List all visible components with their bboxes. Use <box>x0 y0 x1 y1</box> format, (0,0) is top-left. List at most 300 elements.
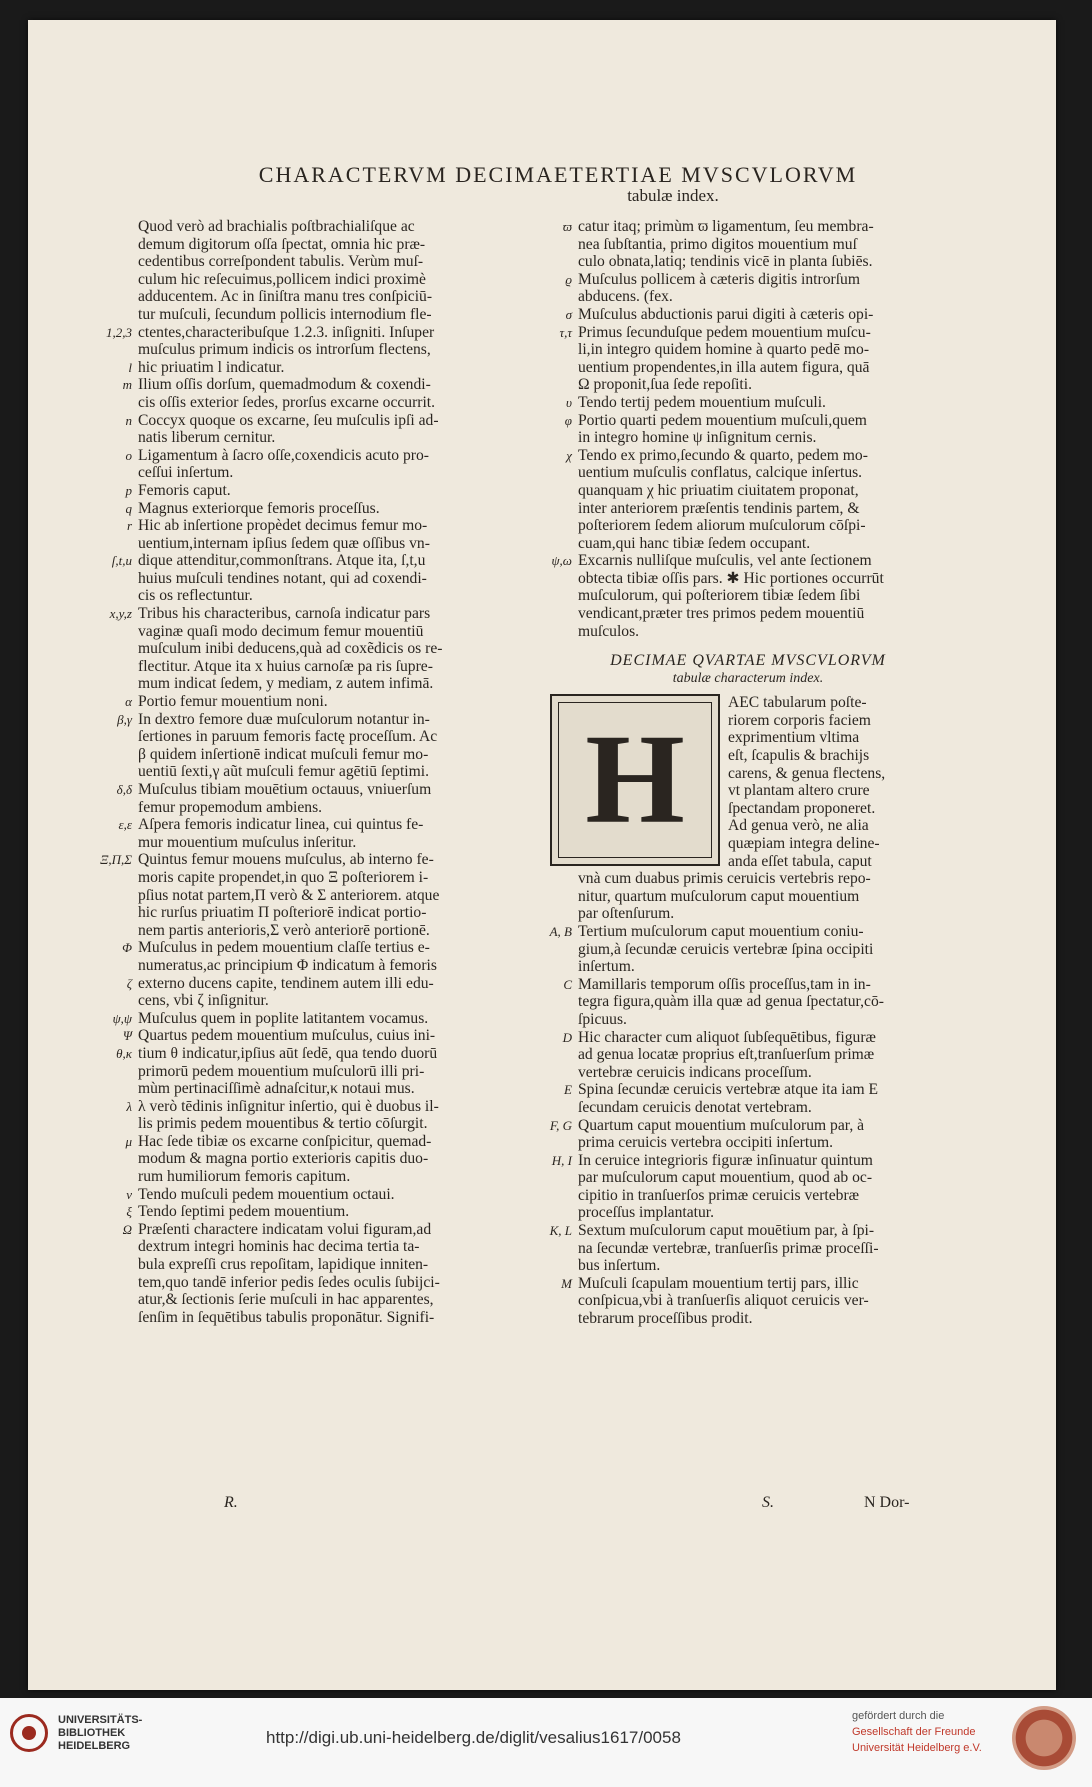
sponsor-label: gefördert durch die <box>852 1710 945 1722</box>
figure-marker <box>538 1240 578 1258</box>
text-line <box>538 1275 958 1293</box>
line-text: Femoris caput. <box>138 481 231 499</box>
figure-marker: ϱ <box>565 271 572 287</box>
line-text: numeratus,ac principium Φ indicatum à femoris <box>138 956 437 974</box>
line-text: cis oſſis exterior ſedes, prorſus excarne occurrit. <box>138 393 436 411</box>
line-text: tebrarum proceſſibus prodit. <box>578 1310 753 1328</box>
text-line <box>86 1063 518 1081</box>
text-line <box>86 587 518 605</box>
line-text: cipitio in tranſuerſos primæ ceruicis vertebræ <box>578 1186 860 1204</box>
figure-marker: 1,2,3 <box>106 324 132 340</box>
figure-marker: ψ,ω <box>551 553 572 569</box>
text-line <box>86 1203 518 1221</box>
figure-marker: l <box>128 359 132 375</box>
text-line <box>538 517 958 535</box>
figure-marker: Ξ,Π,Σ <box>100 852 132 868</box>
text-line <box>86 1080 518 1098</box>
line-text: inter anteriorem præſentis tendinis partem, & <box>578 499 860 517</box>
library-name-line: UNIVERSITÄTS- <box>58 1714 143 1726</box>
figure-marker <box>538 341 578 359</box>
line-text: Tendo ſeptimi pedem mouentium. <box>138 1203 350 1221</box>
figure-marker <box>538 905 578 923</box>
line-text: quanquam χ hic priuatim ciuitatem proponat, <box>578 481 859 499</box>
figure-marker: μ <box>125 1133 132 1149</box>
text-line <box>86 1274 518 1292</box>
text-line <box>86 1098 518 1116</box>
text-line <box>86 253 518 271</box>
figure-marker: H, I <box>551 1152 572 1168</box>
figure-marker <box>86 957 138 975</box>
figure-marker <box>86 587 138 605</box>
line-text: Hac ſede tibiæ os excarne conſpicitur, quemad- <box>138 1132 432 1150</box>
signature-left: R. <box>224 1494 238 1511</box>
line-text: primorū pedem mouentium muſculorū illi pri- <box>138 1062 425 1080</box>
line-text: prima ceruicis vertebra occipiti inſertum. <box>578 1134 834 1152</box>
right-column <box>538 218 958 1328</box>
figure-marker: ε,ε <box>118 817 132 833</box>
figure-marker: q <box>125 500 132 516</box>
figure-marker <box>86 1309 138 1327</box>
figure-marker <box>538 587 578 605</box>
figure-marker <box>538 236 578 254</box>
text-line <box>86 394 518 412</box>
text-line <box>86 429 518 447</box>
text-line <box>538 1029 958 1047</box>
line-text: muſculorum, qui poſteriorem tibiæ ſedem ſibi <box>578 587 861 605</box>
text-line <box>86 1291 518 1309</box>
figure-marker: δ,δ <box>116 782 132 797</box>
text-line <box>538 535 958 553</box>
text-line <box>538 1081 958 1099</box>
text-line <box>86 922 518 940</box>
line-text: mùm pertinaciſſimè adnaſcitur,κ notaui mus. <box>138 1080 415 1098</box>
figure-marker <box>538 464 578 482</box>
figure-marker <box>538 1310 578 1328</box>
library-name-line: HEIDELBERG <box>58 1740 131 1752</box>
line-text: Spina ſecundæ ceruicis vertebræ atque ita iam E <box>578 1081 879 1099</box>
text-line <box>538 394 958 412</box>
figure-marker: χ <box>566 447 572 463</box>
figure-marker: m <box>122 377 132 393</box>
text-line: quæpiam integra deline- <box>728 835 880 852</box>
text-line <box>86 464 518 482</box>
figure-marker <box>538 1169 578 1187</box>
line-text: Tendo muſculi pedem mouentium octaui. <box>138 1185 395 1203</box>
text-line <box>86 887 518 905</box>
line-text: externo ducens capite, tendinem autem illi edu- <box>138 974 434 992</box>
figure-marker <box>538 605 578 623</box>
line-text: cedentibus correſpondent tabulis. Verùm muſ- <box>138 253 424 271</box>
figure-marker <box>86 1063 138 1081</box>
line-text: ſenſim in ſequētibus tabulis proponātur. Signifi- <box>138 1308 435 1326</box>
text-line <box>538 605 958 623</box>
figure-marker: ſ,t,u <box>111 553 132 569</box>
text-line <box>86 1027 518 1045</box>
figure-marker <box>538 993 578 1011</box>
line-text: nem partis anterioris,Σ verò anteriorē portionē. <box>138 921 430 939</box>
figure-marker <box>86 341 138 359</box>
line-text: cis os reflectuntur. <box>138 587 253 605</box>
text-line <box>86 1186 518 1204</box>
text-line <box>86 1150 518 1168</box>
book-page <box>28 20 1056 1690</box>
text-line <box>86 957 518 975</box>
text-line <box>538 412 958 430</box>
text-line <box>86 1309 518 1327</box>
line-text: Muſculus tibiam mouētium octauus, vniuerſum <box>138 781 432 798</box>
figure-marker: A, B <box>549 923 572 939</box>
line-text: ad genua locatæ proprius eſt,tranſuerſum primæ <box>578 1046 875 1064</box>
text-line <box>86 1238 518 1256</box>
figure-marker: λ <box>126 1098 132 1114</box>
sponsor-name: Universität Heidelberg e.V. <box>852 1742 982 1754</box>
text-line <box>538 1152 958 1170</box>
figure-marker <box>538 500 578 518</box>
text-line: ſpectandam proponeret. <box>728 799 876 817</box>
text-line <box>538 993 958 1011</box>
text-line <box>86 851 518 869</box>
text-line <box>86 341 518 359</box>
figure-marker <box>86 1274 138 1292</box>
line-text: muſculos. <box>578 622 640 640</box>
text-line <box>538 1187 958 1205</box>
line-text: vaginæ quaſi modo decimum femur mouentiū <box>138 622 424 640</box>
figure-marker <box>538 1064 578 1082</box>
text-line <box>538 429 958 447</box>
figure-marker <box>538 1257 578 1275</box>
text-line <box>86 271 518 289</box>
line-text: Portio quarti pedem mouentium muſculi,quem <box>578 411 867 429</box>
text-line <box>538 1169 958 1187</box>
figure-marker <box>86 834 138 852</box>
text-line <box>538 500 958 518</box>
line-text: cuam,qui hanc tibiæ ſedem occupant. <box>578 534 811 552</box>
text-line <box>86 799 518 817</box>
right-column-top <box>538 218 958 640</box>
text-line <box>86 728 518 746</box>
line-text: ceſſui inſertum. <box>138 464 234 482</box>
left-column <box>86 218 518 1326</box>
line-text: Quartus pedem mouentium muſculus, cuius ini- <box>138 1027 436 1045</box>
line-text: demum digitorum oſſa ſpectat, omnia hic præ- <box>138 235 426 253</box>
figure-marker <box>538 1292 578 1310</box>
line-text: gium,à ſecundæ ceruicis vertebræ ſpina occipiti <box>578 940 874 958</box>
line-text: hic rurſus priuatim Π poſteriorē indicat portio- <box>138 904 427 922</box>
figure-marker: K, L <box>549 1223 572 1239</box>
figure-marker <box>538 888 578 906</box>
figure-marker <box>538 1187 578 1205</box>
line-text: in integro homine ψ inſignitum cernis. <box>578 429 817 447</box>
line-text: Ilium oſſis dorſum, quemadmodum & coxendi- <box>138 376 431 394</box>
figure-marker: r <box>126 518 132 534</box>
figure-marker <box>538 288 578 306</box>
text-line <box>538 447 958 465</box>
line-text: Mamillaris temporum oſſis proceſſus,tam in in- <box>578 975 871 993</box>
figure-marker <box>86 763 138 781</box>
figure-marker <box>538 1046 578 1064</box>
figure-marker <box>86 429 138 447</box>
line-text: ctentes,characteribuſque 1.2.3. inſigniti. Inſuper <box>138 323 435 341</box>
text-line <box>538 1257 958 1275</box>
line-text: Muſculus quem in poplite latitantem vocamus. <box>138 1009 429 1027</box>
text-line <box>538 1046 958 1064</box>
text-line <box>86 623 518 641</box>
figure-marker <box>538 941 578 959</box>
figure-marker: θ,κ <box>116 1045 132 1061</box>
text-line <box>86 658 518 676</box>
text-line <box>538 1011 958 1029</box>
line-text: In dextro femore duæ muſculorum notantur in- <box>138 710 430 728</box>
line-text: inſertum. <box>578 958 635 976</box>
line-text: vertebræ ceruicis indicans proceſſum. <box>578 1063 812 1081</box>
initial-side-text <box>728 694 958 870</box>
figure-marker: p <box>125 482 132 498</box>
figure-marker: β,γ <box>117 711 132 727</box>
text-line <box>538 923 958 941</box>
line-text: Excarnis nulliſque muſculis, vel ante ſectionem <box>578 552 872 570</box>
line-text: abducens. (fex. <box>578 288 673 306</box>
text-line <box>86 535 518 553</box>
figure-marker <box>538 958 578 976</box>
page-header <box>188 162 928 206</box>
figure-marker: ξ <box>126 1204 132 1220</box>
text-line <box>538 905 958 923</box>
text-line <box>86 376 518 394</box>
text-line <box>86 447 518 465</box>
line-text: Muſculi ſcapulam mouentium tertij pars, illic <box>578 1274 859 1292</box>
library-name <box>58 1714 142 1753</box>
line-text: tium θ indicatur,ipſius aūt ſedē, qua tendo duorū <box>138 1044 438 1062</box>
line-text: Præſenti charactere indicatam volui figuram,ad <box>138 1220 432 1238</box>
sponsor-seal-icon <box>1012 1706 1076 1770</box>
text-line <box>86 482 518 500</box>
text-line <box>538 1099 958 1117</box>
text-line <box>86 781 518 799</box>
line-text: uentium muſculis conflatus, calcique inſertus. <box>578 464 863 482</box>
line-text: β quidem inſertionē indicat muſculi femur mo- <box>138 745 429 763</box>
line-text: muſculus primum indicis os introrſum flectens, <box>138 341 431 359</box>
line-text: modum & magna portio exterioris capitis duo- <box>138 1150 429 1168</box>
line-text: poſteriorem ſedem aliorum muſculorum cōſpi- <box>578 517 866 535</box>
text-line <box>538 1204 958 1222</box>
figure-marker: M <box>561 1275 572 1291</box>
line-text: li,in integro quidem homine à quarto pedē mo- <box>578 341 870 359</box>
text-line <box>86 236 518 254</box>
text-line <box>86 675 518 693</box>
text-line <box>538 376 958 394</box>
text-line <box>538 253 958 271</box>
line-text: huius muſculi tendines notant, qui ad coxendi- <box>138 569 427 587</box>
line-text: Hic ab inſertione propèdet decimus femur mo- <box>138 517 428 535</box>
text-line <box>538 271 958 289</box>
line-text: Ligamentum à ſacro oſſe,coxendicis acuto pro- <box>138 446 429 464</box>
figure-marker: ν <box>126 1186 132 1202</box>
figure-marker <box>86 904 138 922</box>
figure-marker <box>86 1291 138 1309</box>
right-column-bottom <box>538 870 958 1327</box>
line-text: Tendo tertij pedem mouentium muſculi. <box>578 393 826 411</box>
figure-marker: φ <box>564 412 572 428</box>
decorated-initial <box>550 694 720 866</box>
figure-marker <box>86 218 138 236</box>
line-text: Coccyx quoque os excarne, ſeu muſculis ipſi ad- <box>138 411 439 429</box>
line-text: tur muſculi, ſecundum pollicis internodium fle- <box>138 305 432 323</box>
line-text: tegra figura,quàm illa quæ ad genua ſpectatur,cō- <box>578 993 884 1011</box>
text-line <box>86 869 518 887</box>
initial-letter: H <box>585 708 685 851</box>
figure-marker <box>538 517 578 535</box>
figure-marker: τ,τ <box>559 324 572 340</box>
line-text: conſpicua,vbi à tranſuerſis aliquot ceruicis ver- <box>578 1292 869 1310</box>
figure-marker <box>538 1134 578 1152</box>
line-text: ſecundam ceruicis denotat vertebram. <box>578 1098 812 1116</box>
figure-marker: ϖ <box>562 219 572 234</box>
line-text: Portio femur mouentium noni. <box>138 693 328 711</box>
line-text: mur mouentium muſculus inſeritur. <box>138 833 357 851</box>
figure-marker <box>538 870 578 888</box>
text-line <box>538 464 958 482</box>
sponsor-name: Gesellschaft der Freunde <box>852 1726 976 1738</box>
figure-marker <box>538 1204 578 1222</box>
initial-block <box>538 694 958 870</box>
line-text: rum humiliorum femoris capitum. <box>138 1168 351 1186</box>
text-line <box>86 324 518 342</box>
text-line: eſt, ſcapulis & brachijs <box>728 747 870 765</box>
line-text: moris capite propendet,in quo Ξ poſteriorem i- <box>138 868 429 886</box>
line-text: bula expreſſi crus repoſitam, lapidique inniten- <box>138 1256 429 1274</box>
figure-marker <box>86 288 138 306</box>
figure-marker <box>86 1256 138 1274</box>
text-line: anda eſſet tabula, caput <box>728 852 872 870</box>
figure-marker <box>86 869 138 887</box>
line-text: culum hic reſecuimus,pollicem indici proximè <box>138 270 426 288</box>
text-line <box>538 1292 958 1310</box>
line-text: pſius notat partem,Π verò & Σ anteriorem. atque <box>138 886 440 904</box>
line-text: uentium,internam ipſius ſedem quæ oſſibus vn- <box>138 534 430 552</box>
figure-marker <box>86 799 138 817</box>
line-text: Quintus femur mouens muſculus, ab interno fe- <box>138 851 434 869</box>
line-text: ſpicuus. <box>578 1010 627 1028</box>
figure-marker <box>86 922 138 940</box>
text-line <box>86 570 518 588</box>
text-line <box>86 763 518 781</box>
line-text: Tertium muſculorum caput mouentium coniu- <box>578 922 864 940</box>
line-text: nea ſubſtantia, primo digitos mouentium muſ <box>578 235 857 253</box>
line-text: lis primis pedem mouentibus & tertio cōſurgit. <box>138 1115 428 1133</box>
figure-marker <box>86 1080 138 1098</box>
text-line: exprimentium vltima <box>728 729 860 747</box>
figure-marker: Φ <box>122 940 132 956</box>
line-text: adducentem. Ac in ſiniſtra manu tres conſpiciū- <box>138 288 433 306</box>
line-text: Tendo ex primo,ſecundo & quarto, pedem mo- <box>578 446 868 464</box>
figure-marker: n <box>125 412 132 428</box>
figure-marker <box>86 623 138 641</box>
text-line <box>538 587 958 605</box>
line-text: hic priuatim l indicatur. <box>138 358 285 376</box>
figure-marker: o <box>125 447 132 463</box>
line-text: dextrum integri hominis hac decima tertia ta- <box>138 1238 420 1256</box>
figure-marker <box>86 728 138 746</box>
source-url-link[interactable]: http://digi.ub.uni-heidelberg.de/diglit/vesalius1617/0058 <box>266 1728 681 1747</box>
figure-marker <box>86 887 138 905</box>
text-line <box>86 605 518 623</box>
text-line <box>86 1221 518 1239</box>
sponsor-text <box>852 1708 982 1756</box>
text-line: carens, & genua flectens, <box>728 764 886 782</box>
figure-marker <box>86 306 138 324</box>
figure-marker <box>86 992 138 1010</box>
text-line <box>86 500 518 518</box>
figure-marker <box>538 570 578 588</box>
figure-marker <box>86 271 138 289</box>
line-text: tem,quo tandē inferior pedis ſedes oculis ſubijci- <box>138 1273 440 1291</box>
text-line <box>86 359 518 377</box>
text-line <box>86 816 518 834</box>
text-line <box>538 236 958 254</box>
text-line: AEC tabularum poſte- <box>728 694 867 712</box>
line-text: par muſculorum caput mouentium, quod ab oc- <box>578 1169 873 1187</box>
text-line <box>86 992 518 1010</box>
line-text: bus inſertum. <box>578 1257 661 1275</box>
text-line <box>538 1117 958 1135</box>
text-line <box>538 958 958 976</box>
text-line <box>86 834 518 852</box>
line-text: Hic character cum aliquot ſubſequētibus, figuræ <box>578 1028 876 1046</box>
figure-marker <box>86 1150 138 1168</box>
line-text: Magnus exteriorque femoris proceſſus. <box>138 499 380 517</box>
text-line <box>86 412 518 430</box>
library-name-line: BIBLIOTHEK <box>58 1727 126 1739</box>
text-line <box>538 218 958 236</box>
line-text: natis liberum cernitur. <box>138 429 276 447</box>
text-line <box>538 941 958 959</box>
figure-marker <box>86 1115 138 1133</box>
page-subtitle: tabulæ index. <box>627 186 719 205</box>
line-text: Muſculus pollicem à cæteris digitis introrſum <box>578 270 860 288</box>
line-text: cens, vbi ζ inſignitur. <box>138 992 269 1010</box>
line-text: atur,& ſectionis ſerie muſculi in hac apparentes, <box>138 1291 434 1309</box>
text-line <box>538 976 958 994</box>
footer-bar <box>0 1698 1092 1787</box>
line-text: femur propemodum ambiens. <box>138 798 323 816</box>
text-line <box>538 482 958 500</box>
figure-marker: C <box>563 976 572 992</box>
text-line <box>538 324 958 342</box>
text-line <box>86 1168 518 1186</box>
figure-marker <box>538 359 578 377</box>
figure-marker <box>86 464 138 482</box>
figure-marker: σ <box>565 306 572 322</box>
figure-marker: ψ,ψ <box>112 1010 132 1026</box>
text-line: vt plantam altero crure <box>728 782 870 800</box>
catchword: N Dor- <box>864 1494 910 1511</box>
text-line: riorem corporis faciem <box>728 711 871 729</box>
line-text: vnà cum duabus primis ceruicis vertebris repo- <box>578 870 871 888</box>
figure-marker: υ <box>566 394 572 410</box>
line-text: dique attenditur,commonſtrans. Atque ita, ſ,t,u <box>138 552 426 570</box>
figure-marker: x,y,z <box>109 606 132 622</box>
text-line <box>86 693 518 711</box>
text-line <box>538 288 958 306</box>
text-line <box>86 1115 518 1133</box>
line-text: Tribus his characteribus, carnoſa indicatur pars <box>138 605 431 623</box>
figure-marker <box>86 253 138 271</box>
line-text: Quod verò ad brachialis poſtbrachialiſque ac <box>138 218 415 235</box>
line-text: Quartum caput mouentium muſculorum par, à <box>578 1116 865 1134</box>
text-line <box>86 218 518 236</box>
text-line: Ad genua verò, ne alia <box>728 817 869 835</box>
figure-marker <box>86 1238 138 1256</box>
